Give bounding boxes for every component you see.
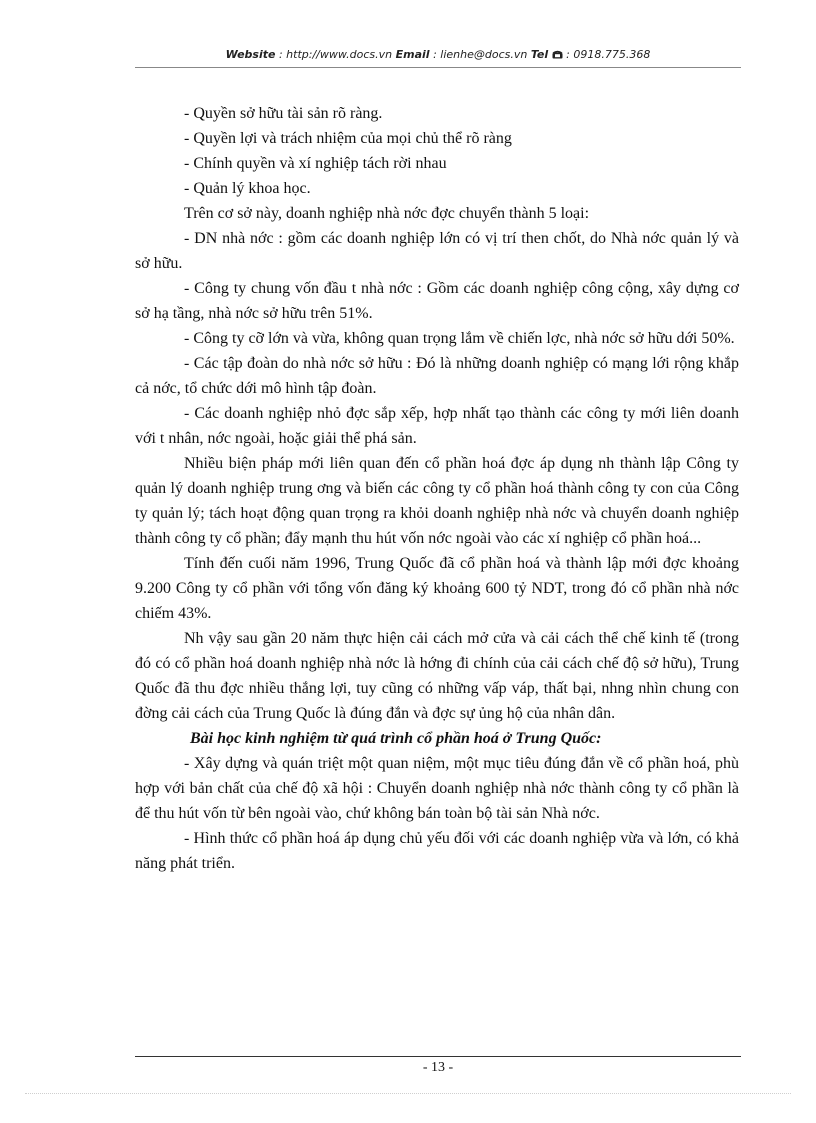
paragraph: - Quản lý khoa học. [184,180,311,197]
page-number: - 13 - [422,1060,454,1075]
tel-value: : 0918.775.368 [566,48,651,61]
website-label: Website [225,48,276,61]
paragraph: - DN nhà nớc : gồm các doanh nghiệp lớn có vị trí then chốt, do Nhà nớc quản lý và sở hữu. [135,230,739,272]
paragraph: Nh vậy sau gần 20 năm thực hiện cải cách mở cửa và cải cách thể chế kinh tế (trong đó có cổ phần hoá doanh nghiệp nhà nớc là hớng đi chính của cải cách chế độ sở hữu), Trung Quốc đã thu đợc nhiều thắng lợi, tuy cũng có những vấp váp, thất bại, nhng nhìn chung con đờng cải cách của Trung Quốc là đúng đắn và đợc sự ủng hộ của nhân dân. [135,630,739,722]
telephone-icon [552,48,567,61]
paragraph: - Xây dựng và quán triệt một quan niệm, một mục tiêu đúng đắn về cổ phần hoá, phù hợp với bản chất của chế độ xã hội : Chuyển doanh nghiệp nhà nớc thành công ty cổ phần là để thu hút vốn từ bên ngoài vào, chứ không bán toàn bộ tài sản Nhà nớc. [135,755,739,822]
paragraph: - Chính quyền và xí nghiệp tách rời nhau [184,155,447,172]
paragraph: - Công ty cỡ lớn và vừa, không quan trọng lắm về chiến lợc, nhà nớc sở hữu dới 50%. [184,330,735,347]
page-bottom-border [25,1093,791,1094]
paragraph: Nhiều biện pháp mới liên quan đến cổ phần hoá đợc áp dụng nh thành lập Công ty quản lý doanh nghiệp trung ơng và biến các công ty cổ phần hoá thành công ty con của Công ty quản lý; tách hoạt động quan trọng ra khỏi doanh nghiệp nhà nớc và chuyển doanh nghiệp thành công ty cổ phần; đẩy mạnh thu hút vốn nớc ngoài vào các xí nghiệp cổ phần hoá... [135,455,739,547]
paragraph: - Hình thức cổ phần hoá áp dụng chủ yếu đối với các doanh nghiệp vừa và lớn, có khả năng phát triển. [135,830,739,872]
section-heading: Bài học kinh nghiệm từ quá trình cổ phần hoá ở Trung Quốc: [190,730,602,747]
document-body [135,101,739,876]
email-label: Email [395,48,430,61]
paragraph: Tính đến cuối năm 1996, Trung Quốc đã cổ phần hoá và thành lập mới đợc khoảng 9.200 Công ty cổ phần với tổng vốn đăng ký khoảng 600 tỷ NDT, trong đó cổ phần nhà nớc chiếm 43%. [135,555,739,622]
paragraph: - Các doanh nghiệp nhỏ đợc sắp xếp, hợp nhất tạo thành các công ty mới liên doanh với t nhân, nớc ngoài, hoặc giải thể phá sản. [135,405,739,447]
footer-divider [135,1056,741,1057]
paragraph: - Quyền lợi và trách nhiệm của mọi chủ thể rõ ràng [184,130,512,147]
paragraph: - Các tập đoàn do nhà nớc sở hữu : Đó là những doanh nghiệp có mạng lới rộng khắp cả nớc, tổ chức dới mô hình tập đoàn. [135,355,739,397]
paragraph: - Quyền sở hữu tài sản rõ ràng. [184,105,383,122]
paragraph: Trên cơ sở này, doanh nghiệp nhà nớc đợc chuyển thành 5 loại: [184,205,590,222]
website-value: : http://www.docs.vn [278,48,393,61]
page-header [135,48,741,61]
tel-label: Tel [530,48,549,61]
email-value: : lienhe@docs.vn [433,48,528,61]
header-divider [135,67,741,68]
paragraph: - Công ty chung vốn đầu t nhà nớc : Gồm các doanh nghiệp công cộng, xây dựng cơ sở hạ tầng, nhà nớc sở hữu trên 51%. [135,280,739,322]
